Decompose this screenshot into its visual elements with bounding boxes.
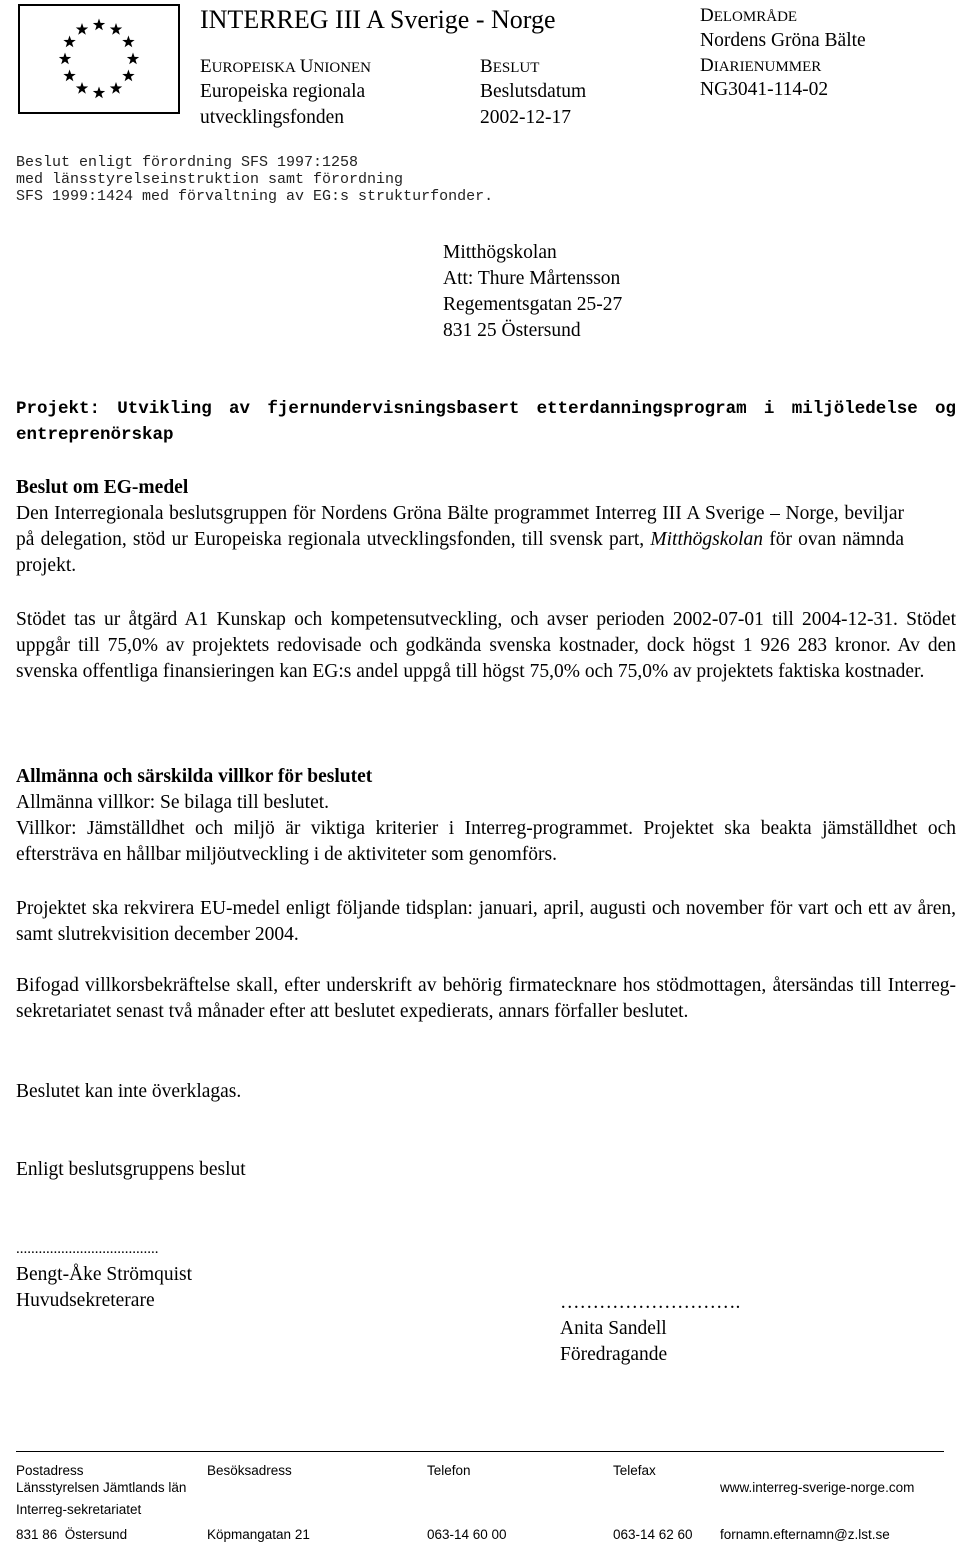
- legal-basis-line: Beslut enligt förordning SFS 1997:1258: [16, 154, 359, 171]
- conditions-heading: Allmänna och särskilda villkor för beslutet: [16, 766, 373, 787]
- eu-stars-graphic: [20, 6, 178, 112]
- star-icon: [122, 70, 134, 82]
- star-icon: [110, 23, 122, 35]
- eu-flag-icon: [18, 4, 180, 114]
- star-icon: [63, 70, 75, 82]
- according-note: Enligt beslutsgruppens beslut: [16, 1159, 246, 1180]
- decision-text: Den Interregionala beslutsgruppen för Nordens Gröna Bälte programmet Interreg III A Sverige – Norge, beviljar på delegation, stöd ur Europeiska regionala utvecklingsfonden, till svensk part, Mitthögskolan för ovan nämnda projekt.: [16, 503, 904, 576]
- footer-label-telefax: Telefax: [613, 1463, 656, 1478]
- beslutsdatum-value: 2002-12-17: [480, 107, 571, 128]
- recipient-line: Att: Thure Mårtensson: [443, 268, 621, 289]
- recipient-address: [443, 240, 622, 344]
- star-icon: [110, 82, 122, 94]
- star-icon: [127, 53, 139, 65]
- diarienummer-value: NG3041-114-02: [700, 79, 829, 100]
- project-heading: Projekt: Utvikling av fjernundervisningsbasert etterdanningsprogram i miljöledelse og entreprenörskap: [16, 399, 956, 445]
- footer-label-telefon: Telefon: [427, 1463, 471, 1478]
- star-icon: [76, 23, 88, 35]
- star-icon: [93, 19, 105, 31]
- beslutsdatum-label: Beslutsdatum: [480, 81, 587, 102]
- decision-heading: Beslut om EG-medel: [16, 477, 189, 498]
- recipient-line: 831 25 Östersund: [443, 320, 581, 341]
- signer-name: Anita Sandell: [560, 1318, 667, 1339]
- footer-org-line1: Länsstyrelsen Jämtlands län: [16, 1480, 187, 1495]
- footer-fax: 063-14 62 60: [613, 1527, 693, 1542]
- signature-left: [16, 1236, 192, 1314]
- star-icon: [93, 87, 105, 99]
- recipient-line: Mitthögskolan: [443, 242, 557, 263]
- recipient-name-italic: Mitthögskolan: [650, 529, 764, 550]
- fund-name-line1: Europeiska regionala: [200, 81, 366, 102]
- signer-title: Huvudsekreterare: [16, 1290, 155, 1311]
- signature-line: ……………………….: [560, 1292, 741, 1313]
- document-title: INTERREG III A Sverige - Norge: [200, 5, 556, 34]
- footer-label-postadress: Postadress: [16, 1463, 84, 1478]
- signature-line: ......................................: [16, 1241, 159, 1257]
- star-icon: [63, 36, 75, 48]
- footer-email-link[interactable]: fornamn.efternamn@z.lst.se: [720, 1527, 890, 1542]
- requisition-paragraph: Projektet ska rekvirera EU-medel enligt följande tidsplan: januari, april, augusti och november för vart och ett av åren, samt slutrekvisition december 2004.: [16, 898, 956, 945]
- confirmation-paragraph: Bifogad villkorsbekräftelse skall, efter underskrift av behörig firmatecknare hos stödmottagen, återsändas till Interreg-sekretariatet senast två månader efter att beslutet expedierats, annars förfaller beslutet.: [16, 975, 956, 1022]
- footer-visit-address: Köpmangatan 21: [207, 1527, 310, 1542]
- eu-label: EUROPEISKA UNIONEN: [200, 56, 372, 77]
- fund-name-line2: utvecklingsfonden: [200, 107, 345, 128]
- legal-basis-line: SFS 1999:1424 med förvaltning av EG:s strukturfonder.: [16, 188, 494, 205]
- legal-basis: [16, 154, 493, 205]
- footer-org-line2: Interreg-sekretariatet: [16, 1502, 142, 1517]
- footer-divider: [16, 1451, 944, 1452]
- star-icon: [122, 36, 134, 48]
- support-paragraph: Stödet tas ur åtgärd A1 Kunskap och kompetensutveckling, och avser perioden 2002-07-01 till 2004-12-31. Stödet uppgår till 75,0% av projektets redovisade och godkända svenska kostnader, dock högst 1 926 283 kronor. Av den svenska offentliga finansieringen kan EG:s andel uppgå till högst 75,0% och 75,0% av projektets faktiska kostnader.: [16, 609, 956, 682]
- legal-basis-line: med länsstyrelseinstruktion samt förordning: [16, 171, 404, 188]
- footer-phone: 063-14 60 00: [427, 1527, 507, 1542]
- beslut-label: BESLUT: [480, 56, 540, 77]
- signature-right: [560, 1290, 740, 1368]
- footer-postal-address: 831 86 Östersund: [16, 1527, 128, 1542]
- star-icon: [76, 82, 88, 94]
- signer-title: Föredragande: [560, 1344, 668, 1365]
- signer-name: Bengt-Åke Strömquist: [16, 1264, 193, 1285]
- delomrade-value: Nordens Gröna Bälte: [700, 30, 866, 51]
- specific-conditions: Villkor: Jämställdhet och miljö är viktiga kriterier i Interreg-programmet. Projektet ska beakta jämställdhet och eftersträva en hållbar miljöutveckling i de aktiviteter som genomförs.: [16, 818, 956, 865]
- footer-label-besoksadress: Besöksadress: [207, 1463, 292, 1478]
- diarienummer-label: DIARIENUMMER: [700, 55, 822, 76]
- recipient-line: Regementsgatan 25-27: [443, 294, 623, 315]
- no-appeal-note: Beslutet kan inte överklagas.: [16, 1081, 242, 1102]
- delomrade-label: DELOMRÅDE: [700, 5, 798, 26]
- footer-website-link[interactable]: www.interreg-sverige-norge.com: [720, 1480, 915, 1495]
- general-conditions: Allmänna villkor: Se bilaga till beslutet.: [16, 792, 330, 813]
- star-icon: [59, 53, 71, 65]
